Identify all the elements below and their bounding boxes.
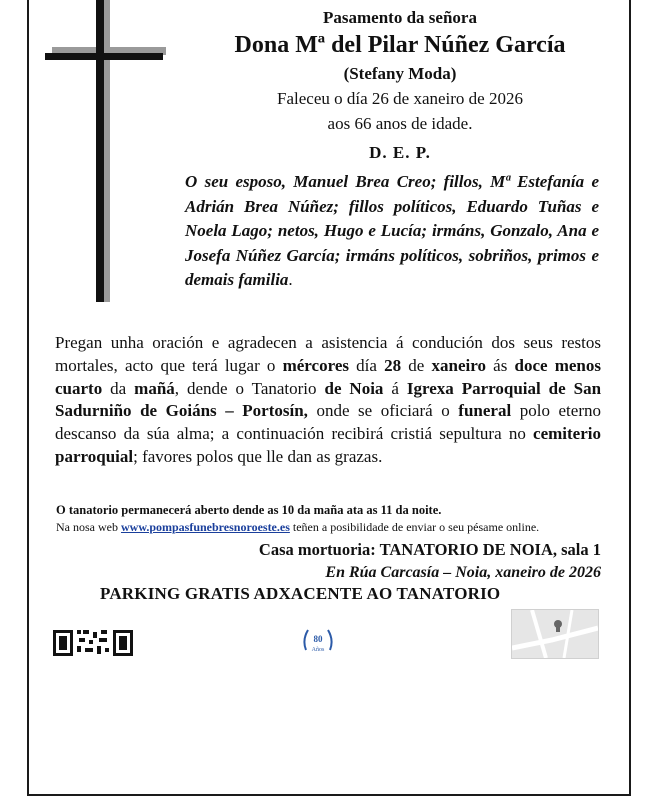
location-map-icon[interactable] <box>511 609 599 659</box>
family-list: O seu esposo, Manuel Brea Creo; fillos, Mª Estefanía e Adrián Brea Núñez; fillos políticos, Eduardo Tuñas e Noela Lago; netos, Hugo e Lucía; irmáns, Gonzalo, Ana e Josefa Núñez García; irmáns políticos, sobriños, primos e demais familia. <box>185 172 599 290</box>
website-link[interactable]: www.pompasfunebresnoroeste.es <box>120 520 290 534</box>
nickname: (Stefany Moda) <box>343 64 457 83</box>
funeral-announcement: Pregan unha oración e agradecen a asistencia á condución dos seus restos mortales, acto que terá lugar o mércores día 28 de xaneiro ás doce menos cuarto da mañá, dende o Tanatorio de Noia á Igrexa Parroquial de San Sadurniño de Goiáns – Portosín, onde se oficiará o funeral polo eterno descanso da súa alma; a continuación recibirá cristiá sepultura no cemiterio parroquial; favores polos que lle dan as grazas. <box>55 333 602 466</box>
qr-code-icon[interactable] <box>53 626 133 656</box>
place-date: En Rúa Carcasía – Noia, xaneiro de 2026 <box>325 564 601 581</box>
tanatorio-hours: O tanatorio permanecerá aberto dende as 10 da maña ata as 11 da noite. <box>56 503 442 517</box>
age-line: aos 66 anos de idade. <box>327 114 473 133</box>
svg-text:Años: Años <box>311 647 325 653</box>
parking-note: PARKING GRATIS ADXACENTE AO TANATORIO <box>100 584 501 603</box>
mortuary-house: Casa mortuoria: TANATORIO DE NOIA, sala 1 <box>258 540 601 559</box>
death-date: Faleceu o día 26 de xaneiro de 2026 <box>277 89 523 108</box>
deceased-name: Dona Mª del Pilar Núñez García <box>234 32 566 58</box>
svg-text:80: 80 <box>313 634 323 644</box>
anniversary-badge-icon <box>300 626 336 656</box>
web-note: Na nosa web www.pompasfunebresnoroeste.es teñen a posibilidade de enviar o seu pésame online. <box>56 520 540 534</box>
intro-line: Pasamento da señora <box>323 8 477 27</box>
rip-text: D. E. P. <box>369 143 431 162</box>
